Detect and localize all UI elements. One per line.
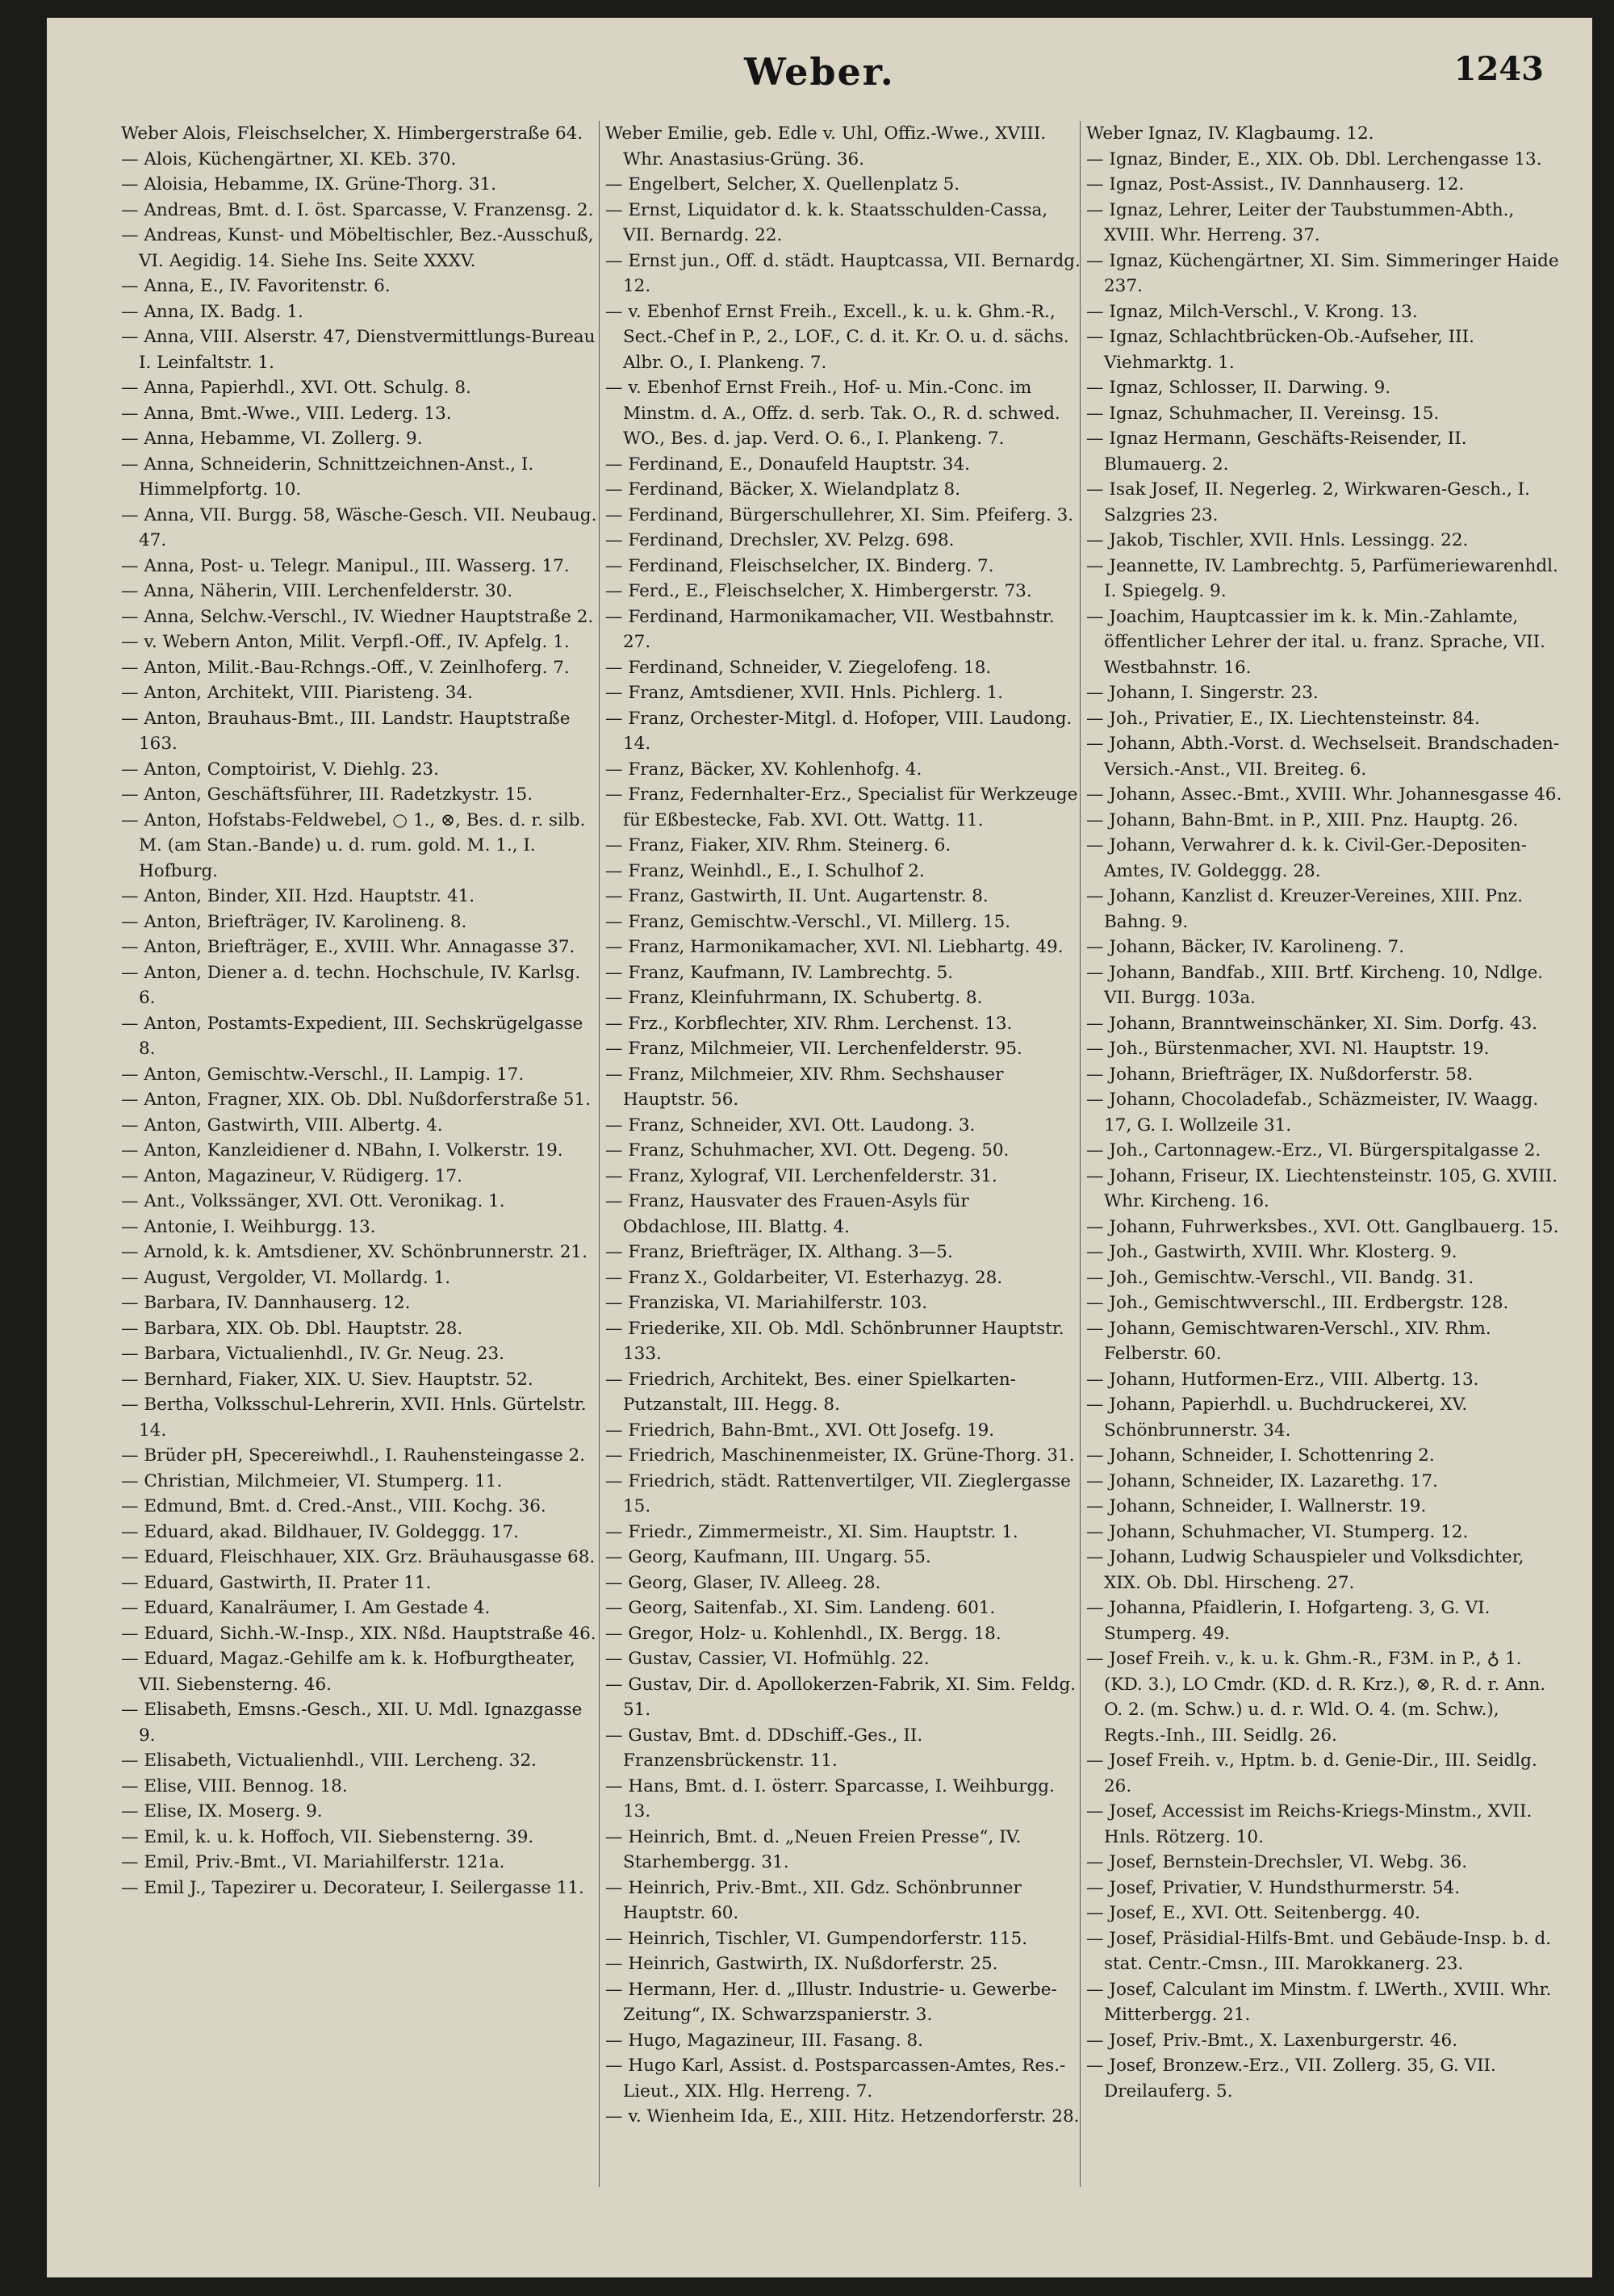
directory-entry: — Johanna, Pfaidlerin, I. Hofgarteng. 3, G. VI. Stumperg. 49.	[1086, 1598, 1491, 1644]
page-title: Weber.	[744, 50, 895, 94]
directory-entry: — Anton, Briefträger, IV. Karolineng. 8.	[121, 911, 467, 932]
directory-entry: — Barbara, IV. Dannhauserg. 12.	[121, 1293, 411, 1313]
directory-entry: — Josef, Bernstein-Drechsler, VI. Webg. 36.	[1086, 1852, 1468, 1872]
directory-entry: — Johann, Verwahrer d. k. k. Civil-Ger.-Depositen-Amtes, IV. Goldeggg. 28.	[1086, 835, 1527, 881]
directory-entry: — Josef, Präsidial-Hilfs-Bmt. und Gebäude-Insp. b. d. stat. Centr.-Cmsn., III. Marokkanerg. 23.	[1086, 1928, 1552, 1974]
directory-entry: — Franz X., Goldarbeiter, VI. Esterhazyg. 28.	[605, 1267, 1003, 1288]
directory-entry: — Emil, Priv.-Bmt., VI. Mariahilferstr. 121a.	[121, 1852, 505, 1872]
directory-entry: — Jakob, Tischler, XVII. Hnls. Lessingg. 22.	[1086, 530, 1469, 550]
directory-entry: — Anna, Papierhdl., XVI. Ott. Schulg. 8.	[121, 378, 471, 398]
directory-entry: — Anton, Magazineur, V. Rüdigerg. 17.	[121, 1165, 462, 1186]
directory-entry: — Aloisia, Hebamme, IX. Grüne-Thorg. 31.	[121, 174, 497, 194]
directory-entry: — Georg, Saitenfab., XI. Sim. Landeng. 601.	[605, 1598, 996, 1618]
directory-entry: — Brüder pH, Specereiwhdl., I. Rauhensteingasse 2.	[121, 1445, 586, 1466]
directory-entry: — Engelbert, Selcher, X. Quellenplatz 5.	[605, 174, 960, 194]
directory-entry: — Gustav, Bmt. d. DDschiff.-Ges., II. Franzensbrückenstr. 11.	[605, 1725, 923, 1771]
directory-entry: — Gustav, Cassier, VI. Hofmühlg. 22.	[605, 1649, 930, 1669]
directory-entry: — Ignaz, Post-Assist., IV. Dannhauserg. 12.	[1086, 174, 1465, 194]
directory-entry: — Anton, Briefträger, E., XVIII. Whr. Annagasse 37.	[121, 937, 575, 957]
directory-entry: — Johann, Chocoladefab., Schäzmeister, IV. Waagg. 17, G. I. Wollzeile 31.	[1086, 1089, 1539, 1135]
directory-entry: — Eduard, Kanalräumer, I. Am Gestade 4.	[121, 1598, 491, 1618]
directory-entry: — Elisabeth, Victualienhdl., VIII. Lercheng. 32.	[121, 1750, 537, 1771]
directory-entry: — Eduard, Sichh.-W.-Insp., XIX. Nßd. Hauptstraße 46.	[121, 1623, 596, 1644]
directory-entry: — Ignaz, Milch-Verschl., V. Krong. 13.	[1086, 301, 1418, 322]
directory-entry: — Georg, Glaser, IV. Alleeg. 28.	[605, 1572, 881, 1593]
directory-entry: — Ferdinand, Harmonikamacher, VII. Westbahnstr. 27.	[605, 606, 1055, 652]
directory-entry: — Anton, Binder, XII. Hzd. Hauptstr. 41.	[121, 886, 475, 906]
directory-entry: — Andreas, Kunst- und Möbeltischler, Bez.-Ausschuß, VI. Aegidig. 14. Siehe Ins. Seite XXXV.	[121, 225, 594, 271]
directory-entry: — Hugo, Magazineur, III. Fasang. 8.	[605, 2030, 923, 2051]
directory-entry: — Emil, k. u. k. Hoffoch, VII. Siebensterng. 39.	[121, 1826, 534, 1847]
directory-entry: — Anna, IX. Badg. 1.	[121, 301, 303, 322]
directory-entry: — Joh., Bürstenmacher, XVI. Nl. Hauptstr. 19.	[1086, 1039, 1490, 1059]
directory-entry: — Franz, Federnhalter-Erz., Specialist für Werkzeuge für Eßbestecke, Fab. XVI. Ott. Wattg. 11.	[605, 784, 1078, 830]
directory-entry: — Franz, Gemischtw.-Verschl., VI. Millerg. 15.	[605, 911, 1011, 932]
directory-entry: — Friedrich, Bahn-Bmt., XVI. Ott Josefg. 19.	[605, 1420, 995, 1441]
directory-entry: — Georg, Kaufmann, III. Ungarg. 55.	[605, 1547, 931, 1567]
directory-entry: — Joh., Cartonnagew.-Erz., VI. Bürgerspitalgasse 2.	[1086, 1140, 1541, 1161]
directory-entry: — Johann, Branntweinschänker, XI. Sim. Dorfg. 43.	[1086, 1013, 1538, 1034]
directory-entry: — Josef, Calculant im Minstm. f. LWerth., XVIII. Whr. Mitterbergg. 21.	[1086, 1979, 1552, 2025]
directory-entry: — Hans, Bmt. d. I. österr. Sparcasse, I. Weihburgg. 13.	[605, 1775, 1055, 1821]
directory-column-3	[1086, 121, 1562, 2104]
directory-entry: — Ernst jun., Off. d. städt. Hauptcassa, VII. Bernardg. 12.	[605, 250, 1081, 296]
directory-entry: — Heinrich, Bmt. d. „Neuen Freien Presse“, IV. Starhembergg. 31.	[605, 1826, 1022, 1872]
directory-entry: — Ferdinand, Fleischselcher, IX. Binderg. 7.	[605, 555, 994, 576]
directory-entry: — Franz, Harmonikamacher, XVI. Nl. Liebhartg. 49.	[605, 937, 1064, 957]
directory-entry: — Bertha, Volksschul-Lehrerin, XVII. Hnls. Gürtelstr. 14.	[121, 1395, 587, 1441]
directory-entry: — Barbara, XIX. Ob. Dbl. Hauptstr. 28.	[121, 1318, 463, 1339]
directory-entry: — Ferdinand, Drechsler, XV. Pelzg. 698.	[605, 530, 955, 550]
directory-entry: — Friedrich, städt. Rattenvertilger, VII. Zieglergasse 15.	[605, 1470, 1071, 1516]
directory-entry: — Ignaz, Schlachtbrücken-Ob.-Aufseher, III. Viehmarktg. 1.	[1086, 327, 1474, 373]
directory-entry: — Ferdinand, Bäcker, X. Wielandplatz 8.	[605, 479, 961, 500]
directory-entry: — Johann, Kanzlist d. Kreuzer-Vereines, XIII. Pnz. Bahng. 9.	[1086, 886, 1523, 932]
directory-entry: — Franz, Gastwirth, II. Unt. Augartenstr. 8.	[605, 886, 989, 906]
directory-column-1	[121, 121, 597, 1901]
directory-entry: — Josef, E., XVI. Ott. Seitenbergg. 40.	[1086, 1903, 1420, 1923]
directory-entry: — Franziska, VI. Mariahilferstr. 103.	[605, 1293, 928, 1313]
directory-entry: — Eduard, Fleischhauer, XIX. Grz. Bräuhausgasse 68.	[121, 1547, 596, 1567]
directory-entry: — Joh., Privatier, E., IX. Liechtensteinstr. 84.	[1086, 708, 1480, 729]
directory-entry: — Hugo Karl, Assist. d. Postsparcassen-Amtes, Res.-Lieut., XIX. Hlg. Herreng. 7.	[605, 2056, 1066, 2102]
directory-entry: — Franz, Kleinfuhrmann, IX. Schubertg. 8.	[605, 988, 983, 1008]
directory-entry: — Eduard, Magaz.-Gehilfe am k. k. Hofburgtheater, VII. Siebensterng. 46.	[121, 1649, 575, 1695]
directory-entry: — Ferdinand, E., Donaufeld Hauptstr. 34.	[605, 454, 970, 475]
directory-entry: — Franz, Orchester-Mitgl. d. Hofoper, VIII. Laudong. 14.	[605, 708, 1073, 754]
directory-entry: — Josef Freih. v., k. u. k. Ghm.-R., F3M. in P., ♁ 1. (KD. 3.), LO Cmdr. (KD. d. R. Krz.), ⊗, R. d. r. Ann. O. 2. (m. Schw.) u. d. r. Wld. O. 4. (m. Schw.), Regts.-Inh., III. Seidlg. 26.	[1086, 1649, 1546, 1746]
directory-entry: — Anna, Selchw.-Verschl., IV. Wiedner Hauptstraße 2.	[121, 606, 594, 627]
directory-entry: — Ignaz, Binder, E., XIX. Ob. Dbl. Lerchengasse 13.	[1086, 148, 1542, 169]
directory-entry: — Josef, Priv.-Bmt., X. Laxenburgerstr. 46.	[1086, 2030, 1458, 2051]
directory-entry: — Franz, Hausvater des Frauen-Asyls für Obdachlose, III. Blattg. 4.	[605, 1191, 969, 1237]
directory-entry: — Heinrich, Gastwirth, IX. Nußdorferstr. 25.	[605, 1954, 998, 1974]
directory-entry: — Ignaz Hermann, Geschäfts-Reisender, II. Blumauerg. 2.	[1086, 429, 1467, 475]
directory-entry: — Johann, Bäcker, IV. Karolineng. 7.	[1086, 937, 1405, 957]
directory-entry: Weber Alois, Fleischselcher, X. Himbergerstraße 64.	[121, 123, 583, 144]
column-divider	[599, 121, 600, 2187]
directory-entry: — Johann, Hutformen-Erz., VIII. Albertg. 13.	[1086, 1369, 1479, 1390]
directory-entry: — Anton, Milit.-Bau-Rchngs.-Off., V. Zeinlhoferg. 7.	[121, 657, 570, 678]
directory-entry: — Elise, IX. Moserg. 9.	[121, 1801, 323, 1821]
directory-entry: — Franz, Kaufmann, IV. Lambrechtg. 5.	[605, 962, 954, 983]
directory-entry: — Anna, E., IV. Favoritenstr. 6.	[121, 276, 391, 296]
directory-entry: — Josef, Accessist im Reichs-Kriegs-Minstm., XVII. Hnls. Rötzerg. 10.	[1086, 1801, 1532, 1847]
directory-entry: — v. Wienheim Ida, E., XIII. Hitz. Hetzendorferstr. 28.	[605, 2106, 1080, 2127]
directory-entry: — Johann, Gemischtwaren-Verschl., XIV. Rhm. Felberstr. 60.	[1086, 1318, 1491, 1364]
directory-entry: — Anton, Fragner, XIX. Ob. Dbl. Nußdorferstraße 51.	[121, 1089, 591, 1110]
directory-entry: — Emil J., Tapezirer u. Decorateur, I. Seilergasse 11.	[121, 1877, 584, 1898]
directory-entry: — Joh., Gastwirth, XVIII. Whr. Klosterg. 9.	[1086, 1242, 1457, 1262]
directory-entry: — Johann, Schneider, IX. Lazarethg. 17.	[1086, 1470, 1438, 1491]
directory-entry: — Heinrich, Priv.-Bmt., XII. Gdz. Schönbrunner Hauptstr. 60.	[605, 1877, 1022, 1923]
directory-entry: — Ignaz, Schlosser, II. Darwing. 9.	[1086, 378, 1391, 398]
directory-entry: — Friedr., Zimmermeistr., XI. Sim. Hauptstr. 1.	[605, 1521, 1018, 1542]
directory-entry: — Edmund, Bmt. d. Cred.-Anst., VIII. Kochg. 36.	[121, 1496, 546, 1516]
directory-entry: — Ferd., E., Fleischselcher, X. Himbergerstr. 73.	[605, 581, 1032, 601]
directory-entry: — Johann, Papierhdl. u. Buchdruckerei, XV. Schönbrunnerstr. 34.	[1086, 1395, 1468, 1441]
directory-entry: — Josef Freih. v., Hptm. b. d. Genie-Dir., III. Seidlg. 26.	[1086, 1750, 1537, 1796]
directory-entry: — Anna, Schneiderin, Schnittzeichnen-Anst., I. Himmelpfortg. 10.	[121, 454, 534, 500]
directory-entry: — Johann, Abth.-Vorst. d. Wechselseit. Brandschaden-Versich.-Anst., VII. Breiteg. 6.	[1086, 734, 1560, 780]
directory-entry: — Friedrich, Maschinenmeister, IX. Grüne-Thorg. 31.	[605, 1445, 1075, 1466]
directory-entry: Weber Ignaz, IV. Klagbaumg. 12.	[1086, 123, 1374, 144]
directory-entry: — v. Ebenhof Ernst Freih., Excell., k. u. k. Ghm.-R., Sect.-Chef in P., 2., LOF., C. d. it. Kr. O. u. d. sächs. Albr. O., I. Plankeng. 7.	[605, 301, 1069, 373]
directory-entry: — Franz, Fiaker, XIV. Rhm. Steinerg. 6.	[605, 835, 951, 855]
directory-entry: — v. Webern Anton, Milit. Verpfl.-Off., IV. Apfelg. 1.	[121, 632, 570, 652]
directory-entry: — August, Vergolder, VI. Mollardg. 1.	[121, 1267, 451, 1288]
directory-entry: — Eduard, Gastwirth, II. Prater 11.	[121, 1572, 432, 1593]
directory-entry: — Hermann, Her. d. „Illustr. Industrie- u. Gewerbe-Zeitung“, IX. Schwarzspanierstr. 3.	[605, 1979, 1057, 2025]
directory-entry: — Johann, Schuhmacher, VI. Stumperg. 12.	[1086, 1521, 1469, 1542]
directory-entry: — Ignaz, Küchengärtner, XI. Sim. Simmeringer Haide 237.	[1086, 250, 1559, 296]
directory-entry: — Heinrich, Tischler, VI. Gumpendorferstr. 115.	[605, 1928, 1028, 1949]
directory-entry: — Johann, Friseur, IX. Liechtensteinstr. 105, G. XVIII. Whr. Kircheng. 16.	[1086, 1165, 1558, 1211]
directory-entry: — Ignaz, Lehrer, Leiter der Taubstummen-Abth., XVIII. Whr. Herreng. 37.	[1086, 199, 1515, 245]
directory-entry: — Gustav, Dir. d. Apollokerzen-Fabrik, XI. Sim. Feldg. 51.	[605, 1674, 1077, 1720]
directory-entry: — Johann, Bahn-Bmt. in P., XIII. Pnz. Hauptg. 26.	[1086, 809, 1519, 830]
directory-entry: — Frz., Korbflechter, XIV. Rhm. Lerchenst. 13.	[605, 1013, 1013, 1034]
directory-column-2	[605, 121, 1081, 2130]
directory-entry: — v. Ebenhof Ernst Freih., Hof- u. Min.-Conc. im Minstm. d. A., Offz. d. serb. Tak. O., R. d. schwed. WO., Bes. d. jap. Verd. O. 6., I. Plankeng. 7.	[605, 378, 1060, 449]
directory-entry: — Antonie, I. Weihburgg. 13.	[121, 1216, 376, 1237]
directory-entry: — Josef, Privatier, V. Hundsthurmerstr. 54.	[1086, 1877, 1461, 1898]
directory-entry: — Johann, Briefträger, IX. Nußdorferstr. 58.	[1086, 1064, 1474, 1085]
book-page	[47, 18, 1592, 2277]
directory-entry: — Joachim, Hauptcassier im k. k. Min.-Zahlamte, öffentlicher Lehrer der ital. u. franz. Sprache, VII. Westbahnstr. 16.	[1086, 606, 1545, 678]
directory-entry: — Jeannette, IV. Lambrechtg. 5, Parfümeriewarenhdl. I. Spiegelg. 9.	[1086, 555, 1558, 601]
directory-entry: — Franz, Amtsdiener, XVII. Hnls. Pichlerg. 1.	[605, 683, 1004, 703]
directory-entry: — Isak Josef, II. Negerleg. 2, Wirkwaren-Gesch., I. Salzgries 23.	[1086, 479, 1530, 525]
directory-entry: — Franz, Milchmeier, VII. Lerchenfelderstr. 95.	[605, 1039, 1022, 1059]
directory-entry: — Johann, Schneider, I. Schottenring 2.	[1086, 1445, 1435, 1466]
directory-entry: — Joh., Gemischtwverschl., III. Erdbergstr. 128.	[1086, 1293, 1509, 1313]
directory-entry: — Anton, Gastwirth, VIII. Albertg. 4.	[121, 1115, 443, 1135]
directory-entry: — Anna, Post- u. Telegr. Manipul., III. Wasserg. 17.	[121, 555, 570, 576]
directory-entry: — Joh., Gemischtw.-Verschl., VII. Bandg. 31.	[1086, 1267, 1474, 1288]
page-header	[47, 50, 1592, 98]
directory-entry: — Anna, VII. Burgg. 58, Wäsche-Gesch. VII. Neubaug. 47.	[121, 504, 597, 550]
directory-entry: — Elisabeth, Emsns.-Gesch., XII. U. Mdl. Ignazgasse 9.	[121, 1700, 583, 1746]
directory-entry: — Anton, Comptoirist, V. Diehlg. 23.	[121, 759, 439, 780]
directory-entry: — Gregor, Holz- u. Kohlenhdl., IX. Bergg. 18.	[605, 1623, 1001, 1644]
directory-entry: Weber Emilie, geb. Edle v. Uhl, Offiz.-Wwe., XVIII. Whr. Anastasius-Grüng. 36.	[605, 123, 1047, 169]
directory-entry: — Arnold, k. k. Amtsdiener, XV. Schönbrunnerstr. 21.	[121, 1242, 587, 1262]
directory-entry: — Franz, Weinhdl., E., I. Schulhof 2.	[605, 860, 925, 881]
directory-entry: — Anton, Postamts-Expedient, III. Sechskrügelgasse 8.	[121, 1013, 583, 1059]
directory-entry: — Elise, VIII. Bennog. 18.	[121, 1775, 348, 1796]
directory-entry: — Christian, Milchmeier, VI. Stumperg. 11.	[121, 1470, 503, 1491]
directory-entry: — Johann, Assec.-Bmt., XVIII. Whr. Johannesgasse 46.	[1086, 784, 1562, 805]
directory-entry: — Friederike, XII. Ob. Mdl. Schönbrunner Hauptstr. 133.	[605, 1318, 1064, 1364]
directory-entry: — Anton, Geschäftsführer, III. Radetzkystr. 15.	[121, 784, 533, 805]
directory-entry: — Anton, Hofstabs-Feldwebel, ○ 1., ⊗, Bes. d. r. silb. M. (am Stan.-Bande) u. d. rum. gold. M. 1., I. Hofburg.	[121, 809, 586, 881]
directory-entry: — Josef, Bronzew.-Erz., VII. Zollerg. 35, G. VII. Dreilauferg. 5.	[1086, 2056, 1496, 2102]
directory-entry: — Franz, Milchmeier, XIV. Rhm. Sechshauser Hauptstr. 56.	[605, 1064, 1004, 1110]
directory-entry: — Ernst, Liquidator d. k. k. Staatsschulden-Cassa, VII. Bernardg. 22.	[605, 199, 1048, 245]
directory-entry: — Anna, Bmt.-Wwe., VIII. Lederg. 13.	[121, 403, 452, 424]
directory-entry: — Ignaz, Schuhmacher, II. Vereinsg. 15.	[1086, 403, 1440, 424]
directory-entry: — Anton, Architekt, VIII. Piaristeng. 34.	[121, 683, 473, 703]
directory-entry: — Andreas, Bmt. d. I. öst. Sparcasse, V. Franzensg. 2.	[121, 199, 594, 220]
directory-entry: — Friedrich, Architekt, Bes. einer Spielkarten-Putzanstalt, III. Hegg. 8.	[605, 1369, 1016, 1415]
directory-entry: — Anna, VIII. Alserstr. 47, Dienstvermittlungs-Bureau I. Leinfaltstr. 1.	[121, 327, 596, 373]
directory-entry: — Ant., Volkssänger, XVI. Ott. Veronikag. 1.	[121, 1191, 505, 1211]
page-number: 1243	[1453, 50, 1544, 88]
directory-entry: — Anna, Hebamme, VI. Zollerg. 9.	[121, 429, 423, 449]
directory-entry: — Johann, Fuhrwerksbes., XVI. Ott. Ganglbauerg. 15.	[1086, 1216, 1559, 1237]
directory-entry: — Alois, Küchengärtner, XI. KEb. 370.	[121, 148, 457, 169]
directory-entry: — Ferdinand, Schneider, V. Ziegelofeng. 18.	[605, 657, 992, 678]
directory-entry: — Anton, Kanzleidiener d. NBahn, I. Volkerstr. 19.	[121, 1140, 563, 1161]
directory-entry: — Franz, Briefträger, IX. Althang. 3—5.	[605, 1242, 953, 1262]
directory-entry: — Johann, Bandfab., XIII. Brtf. Kircheng. 10, Ndlge. VII. Burgg. 103a.	[1086, 962, 1544, 1008]
directory-entry: — Barbara, Victualienhdl., IV. Gr. Neug. 23.	[121, 1344, 504, 1364]
directory-entry: — Anna, Näherin, VIII. Lerchenfelderstr. 30.	[121, 581, 513, 601]
directory-entry: — Franz, Bäcker, XV. Kohlenhofg. 4.	[605, 759, 922, 780]
directory-entry: — Johann, I. Singerstr. 23.	[1086, 683, 1319, 703]
directory-entry: — Johann, Schneider, I. Wallnerstr. 19.	[1086, 1496, 1427, 1516]
directory-entry: — Anton, Diener a. d. techn. Hochschule, IV. Karlsg. 6.	[121, 962, 581, 1008]
directory-entry: — Bernhard, Fiaker, XIX. U. Siev. Hauptstr. 52.	[121, 1369, 533, 1390]
directory-entry: — Franz, Schneider, XVI. Ott. Laudong. 3.	[605, 1115, 976, 1135]
directory-entry: — Anton, Gemischtw.-Verschl., II. Lampig. 17.	[121, 1064, 525, 1085]
directory-entry: — Johann, Ludwig Schauspieler und Volksdichter, XIX. Ob. Dbl. Hirscheng. 27.	[1086, 1547, 1524, 1593]
directory-entry: — Anton, Brauhaus-Bmt., III. Landstr. Hauptstraße 163.	[121, 708, 571, 754]
directory-entry: — Franz, Schuhmacher, XVI. Ott. Degeng. 50.	[605, 1140, 1010, 1161]
directory-entry: — Franz, Xylograf, VII. Lerchenfelderstr. 31.	[605, 1165, 997, 1186]
directory-entry: — Eduard, akad. Bildhauer, IV. Goldeggg. 17.	[121, 1521, 519, 1542]
directory-entry: — Ferdinand, Bürgerschullehrer, XI. Sim. Pfeiferg. 3.	[605, 504, 1074, 525]
